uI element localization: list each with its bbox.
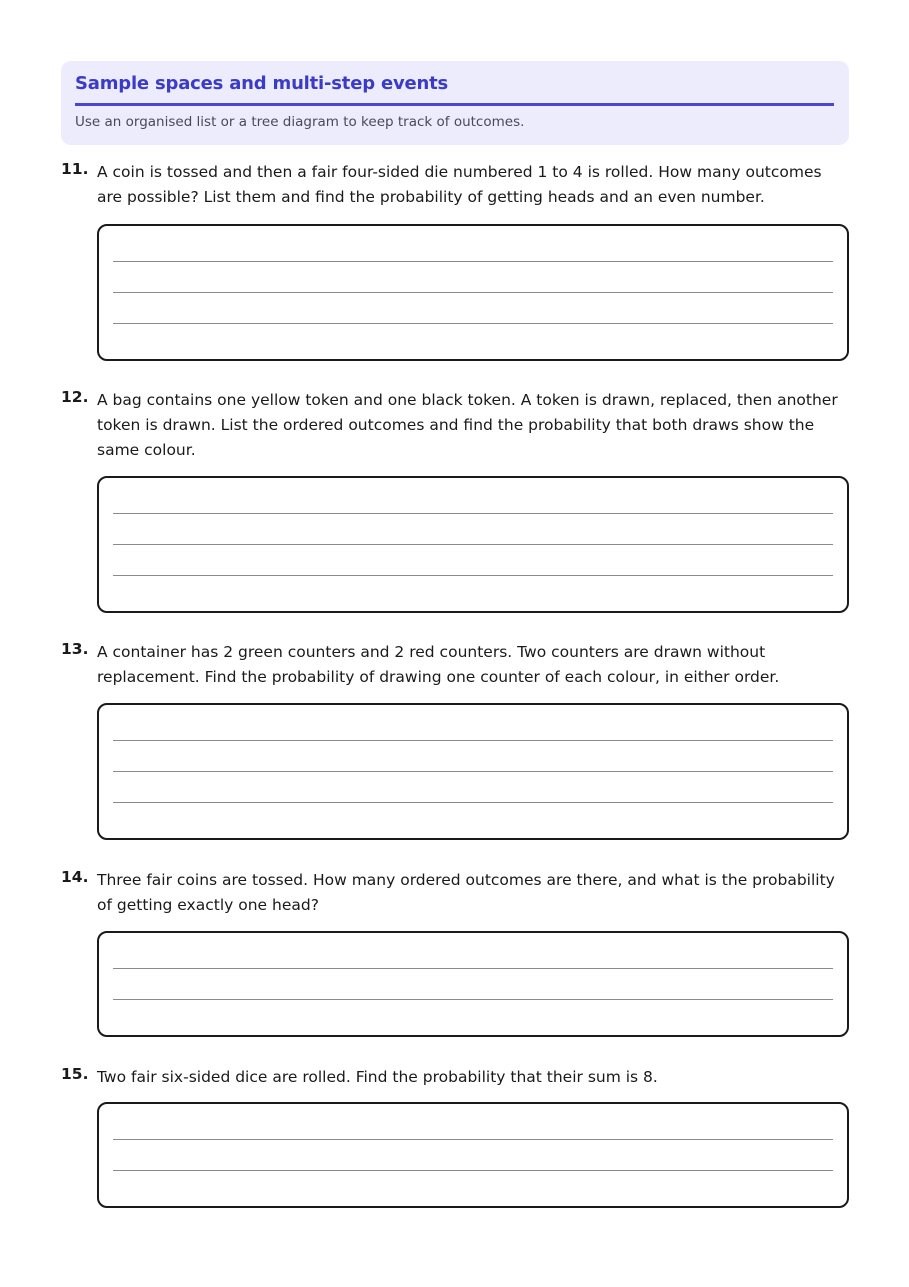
question-number: 13. xyxy=(61,640,89,658)
writing-line xyxy=(113,261,833,262)
writing-line xyxy=(113,292,833,293)
question-number: 14. xyxy=(61,868,89,886)
answer-box[interactable] xyxy=(97,224,849,361)
writing-line xyxy=(113,513,833,514)
question-text: A container has 2 green counters and 2 red counters. Two counters are drawn without replacement. Find the probability of drawing one counter of each colour, in either order. xyxy=(97,643,780,686)
question-number: 12. xyxy=(61,388,89,406)
writing-line xyxy=(113,740,833,741)
title-underline xyxy=(75,103,834,106)
question-number: 11. xyxy=(61,160,89,178)
question-number: 15. xyxy=(61,1065,89,1083)
writing-line xyxy=(113,575,833,576)
writing-line xyxy=(113,1139,833,1140)
writing-line xyxy=(113,802,833,803)
question-text: Three fair coins are tossed. How many ordered outcomes are there, and what is the probability of getting exactly one head? xyxy=(97,871,835,914)
writing-line xyxy=(113,968,833,969)
writing-line xyxy=(113,1170,833,1171)
section-title: Sample spaces and multi-step events xyxy=(75,73,449,94)
answer-box[interactable] xyxy=(97,931,849,1037)
question-text: Two fair six-sided dice are rolled. Find the probability that their sum is 8. xyxy=(97,1068,658,1086)
answer-box[interactable] xyxy=(97,703,849,840)
question-text: A coin is tossed and then a fair four-sided die numbered 1 to 4 is rolled. How many outcomes are possible? List them and find the probability of getting heads and an even number. xyxy=(97,163,822,206)
answer-box[interactable] xyxy=(97,476,849,613)
writing-line xyxy=(113,323,833,324)
writing-line xyxy=(113,544,833,545)
writing-line xyxy=(113,771,833,772)
question-text: A bag contains one yellow token and one black token. A token is drawn, replaced, then another token is drawn. List the ordered outcomes and find the probability that both draws show the same colour. xyxy=(97,391,838,459)
section-instructions: Use an organised list or a tree diagram to keep track of outcomes. xyxy=(75,114,525,130)
section-header xyxy=(61,61,849,145)
writing-line xyxy=(113,999,833,1000)
answer-box[interactable] xyxy=(97,1102,849,1208)
